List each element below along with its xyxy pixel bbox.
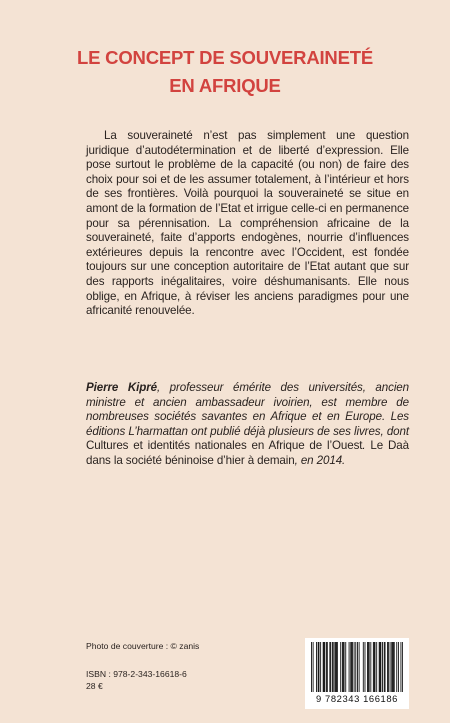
barcode-bar bbox=[319, 642, 320, 692]
barcode-bar bbox=[350, 642, 351, 692]
barcode-bar bbox=[355, 642, 356, 692]
barcode-bar bbox=[349, 642, 350, 692]
barcode-bar bbox=[311, 642, 312, 692]
barcode-bar bbox=[313, 642, 314, 692]
barcode-bar bbox=[374, 642, 375, 692]
barcode-bar bbox=[376, 642, 377, 692]
credits-block bbox=[86, 640, 286, 692]
isbn-text: ISBN : 978-2-343-16618-6 bbox=[86, 669, 187, 679]
price-text: 28 € bbox=[86, 681, 103, 691]
photo-credit: Photo de couverture : © zanis bbox=[86, 641, 200, 651]
barcode-bar bbox=[333, 642, 334, 692]
book-summary: La souveraineté n’est pas simplement une question juridique d’autodétermination et de liberté d’expression. Elle pose surtout le problème de la capacité (ou non) de faire des choix pour soi et de les assumer totalement, à l’intérieur et hors de ses frontières. Voilà pourquoi la souveraineté se situe en amont de la formation de l’Etat et irrigue celle-ci en permanence pour sa pérennisation. La compréhension africaine de la souveraineté, faite d’apports endogènes, nourrie d’influences extérieures depuis la rencontre avec l’Occident, est fondée toujours sur une conception autoritaire de l’Etat autant que sur des rapports inégalitaires, voire déshumanisants. Elle nous oblige, en Afrique, à réviser les anciens paradigmes pour une africanité renouvelée. bbox=[86, 129, 409, 318]
barcode-bar bbox=[332, 642, 333, 692]
barcode-bar bbox=[365, 642, 366, 692]
barcode-bar bbox=[359, 642, 360, 692]
barcode-bar bbox=[400, 642, 401, 692]
barcode-bar bbox=[323, 642, 324, 692]
barcode-bar bbox=[330, 642, 331, 692]
barcode-bar bbox=[384, 642, 385, 692]
barcode-bar bbox=[324, 642, 325, 692]
barcode-bar bbox=[385, 642, 386, 692]
barcode-bar bbox=[387, 642, 388, 692]
barcode-bar bbox=[343, 642, 344, 692]
barcode-bar bbox=[379, 642, 380, 692]
barcode-bar bbox=[382, 642, 383, 692]
author-name: Pierre Kipré bbox=[86, 381, 157, 394]
barcode-bar bbox=[336, 642, 337, 692]
barcode-bar bbox=[390, 642, 391, 692]
barcode-bar bbox=[363, 642, 364, 692]
barcode-bar bbox=[344, 642, 345, 692]
author-book-title-2: Le Daà dans la société béninoise d’hier à demain bbox=[86, 439, 409, 467]
book-title bbox=[40, 44, 410, 100]
author-bio-text-2: . bbox=[362, 439, 371, 453]
author-bio bbox=[86, 381, 409, 469]
barcode-bar bbox=[324, 642, 325, 692]
barcode-bar bbox=[351, 642, 352, 692]
barcode-bar bbox=[316, 642, 317, 692]
barcode-bar bbox=[370, 642, 371, 692]
barcode-bar bbox=[375, 642, 376, 692]
barcode-bar bbox=[342, 642, 343, 692]
barcode-bar bbox=[369, 642, 370, 692]
barcode-bar bbox=[380, 642, 381, 692]
barcode-bar bbox=[354, 642, 355, 692]
barcode bbox=[305, 638, 409, 709]
barcode-bar bbox=[340, 642, 341, 692]
barcode-bar bbox=[392, 642, 393, 692]
barcode-bar bbox=[396, 642, 397, 692]
book-title-line-2: EN AFRIQUE bbox=[169, 75, 281, 96]
barcode-bar bbox=[393, 642, 394, 692]
barcode-bars bbox=[311, 642, 403, 694]
barcode-bar bbox=[367, 642, 368, 692]
author-bio-text-1: , professeur émérite des universités, ancien ministre et ancien ambassadeur ivoirien, est membre de nombreuses sociétés savantes en Afrique et en Europe. Les éditions L’harmattan ont publié déjà plusieurs de ses livres, dont bbox=[86, 381, 409, 438]
barcode-bar bbox=[402, 642, 403, 692]
barcode-bar bbox=[326, 642, 327, 692]
barcode-bar bbox=[345, 642, 346, 692]
barcode-bar bbox=[329, 642, 330, 692]
barcode-bar bbox=[368, 642, 369, 692]
barcode-bar bbox=[398, 642, 399, 692]
barcode-bar bbox=[334, 642, 335, 692]
barcode-bar bbox=[352, 642, 353, 692]
barcode-bar bbox=[394, 642, 395, 692]
barcode-bar bbox=[380, 642, 381, 692]
barcode-bar bbox=[327, 642, 328, 692]
book-title-line-1: LE CONCEPT DE SOUVERAINETÉ bbox=[77, 47, 373, 68]
barcode-bar bbox=[337, 642, 338, 692]
barcode-bar bbox=[320, 642, 321, 692]
barcode-bar bbox=[373, 642, 374, 692]
barcode-bar bbox=[357, 642, 358, 692]
barcode-bar bbox=[388, 642, 389, 692]
author-bio-text-3: , en 2014. bbox=[294, 453, 346, 467]
barcode-bar bbox=[318, 642, 319, 692]
barcode-digits: 9 782343 166186 bbox=[316, 693, 398, 704]
barcode-bar bbox=[391, 642, 392, 692]
barcode-bar bbox=[335, 642, 336, 692]
author-book-title-1: Cultures et identités nationales en Afrique de l’Ouest bbox=[86, 439, 363, 453]
